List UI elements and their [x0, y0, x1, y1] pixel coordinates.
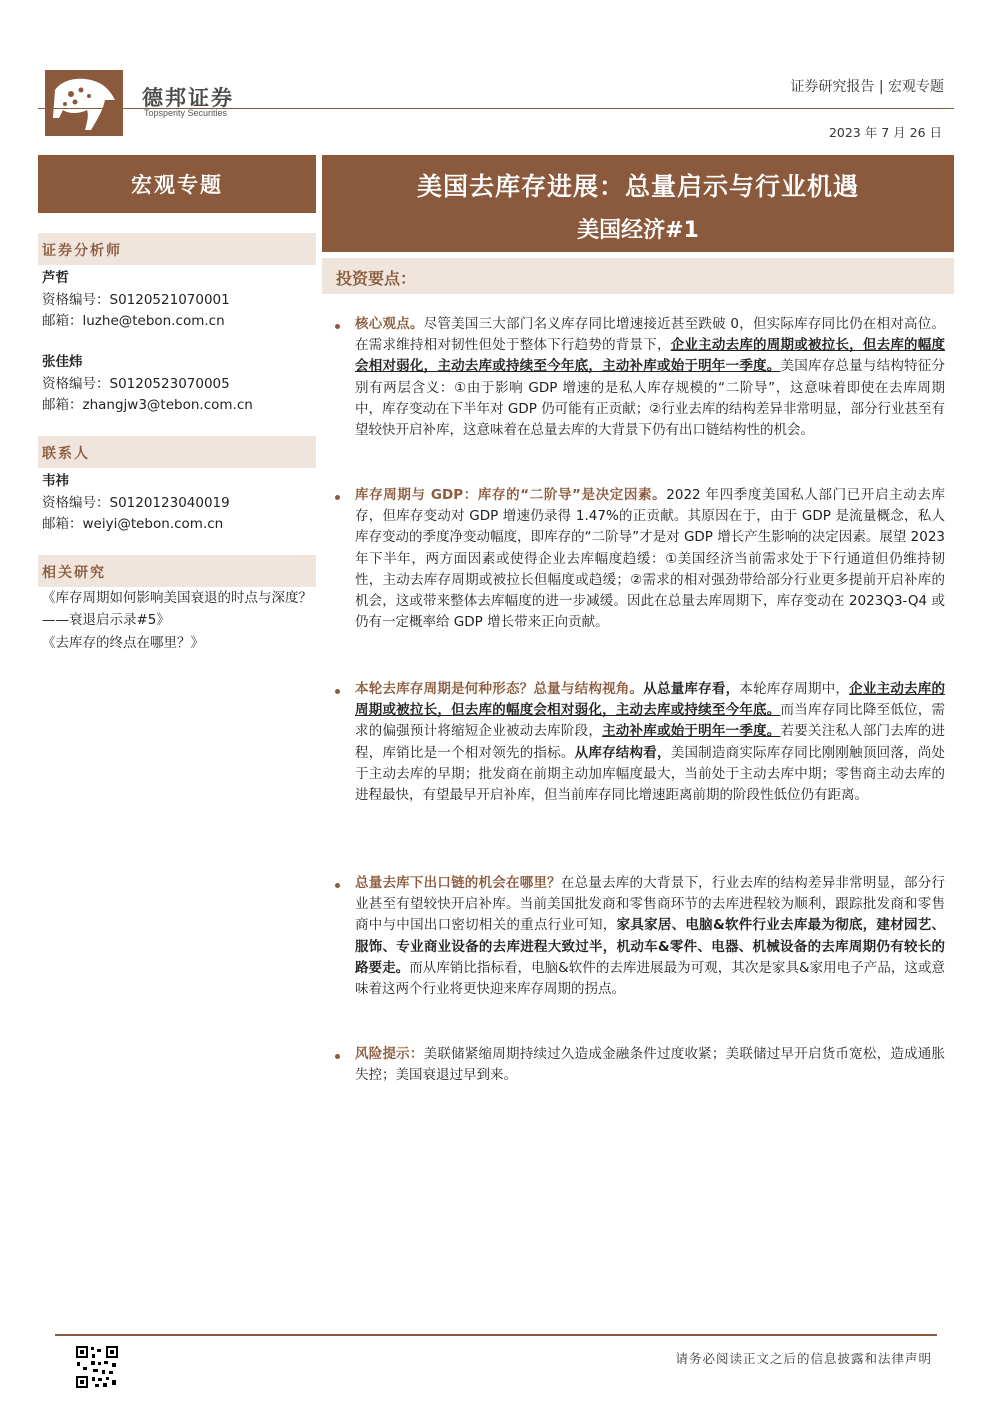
report-subtitle: 美国经济#1 [577, 218, 699, 243]
qr-code-icon [75, 1345, 119, 1389]
report-title: 美国去库存进展：总量启示与行业机遇 [416, 172, 859, 201]
disclaimer-notice: 请务必阅读正文之后的信息披露和法律声明 [675, 1351, 932, 1366]
analyst-name: 芦哲 [42, 270, 69, 286]
bullet-icon [335, 324, 340, 329]
contact-heading: 联系人 [38, 436, 316, 468]
analyst-email[interactable]: 邮箱：zhangjw3@tebon.com.cn [42, 397, 253, 413]
point-export-chain: 总量去库下出口链的机会在哪里？在总量去库的大背景下，行业去库的结构差异非常明显，部分行业甚至有望较快开启补库。当前美国批发商和零售商环节的去库进程较为顺利，跟踪批发商和零售商中与中国出口密切相关的重点行业可知，家具家居、电脑&软件行业去库最为彻底，建材园艺、服饰、专业商业设备的去库进程大致过半，机动车&零件、电器、机械设备的去库周期仍有较长的路要走。而从库销比指标看，电脑&软件的去库进展最为可观，其次是家具&家用电子产品，这或意味着这两个行业将更快迎来库存周期的拐点。 [355, 875, 946, 998]
point-inventory-gdp: 库存周期与 GDP：库存的“二阶导”是决定因素。2022 年四季度美国私人部门已开启主动去库存，但库存变动对 GDP 增速仍录得 1.47%的正贡献。其原因在于，由于 GDP 是流量概念，私人库存变动的季度净变动幅度，即库存的“二阶导”才是对 GDP 增长产生影响的决定因素。展望 2023 年下半年，两方面因素或使得企业去库幅度趋缓：①美国经济当前需求处于下行通道但仍维持韧性，主动去库存周期或被拉长但幅度或趋缓；②需求的相对强劲带给部分行业更多提前开启补库的机会，这或带来整体去库幅度的进一步减缓。因此在总量去库周期下，库存变动在 2023Q3-Q4 或仍有一定概率给 GDP 增长带来正向贡献。 [355, 487, 945, 631]
bullet-icon [335, 495, 340, 500]
related-research-item[interactable]: 《库存周期如何影响美国衰退的时点与深度？——衰退启示录#5》 [42, 590, 312, 628]
related-research-heading: 相关研究 [38, 555, 316, 587]
report-type: 证券研究报告 | 宏观专题 [790, 79, 944, 95]
analyst-name: 张佳炜 [42, 354, 83, 370]
point-core-view: 核心观点。尽管美国三大部门名义库存同比增速接近甚至跌破 0，但实际库存同比仍在相对高位。在需求维持相对韧性但处于整体下行趋势的背景下，企业主动去库的周期或被拉长，但去库的幅度会相对弱化，主动去库或持续至今年底，主动补库或始于明年一季度。美国库存总量与结构特征分别有两层含义：①由于影响 GDP 增速的是私人库存规模的“二阶导”，这意味着即使在去库周期中，库存变动在下半年对 GDP 仍可能有正贡献；②行业去库的结构差异非常明显，部分行业甚至有望较快开启补库，这意味着在总量去库的大背景下仍有出口链结构性的机会。 [355, 316, 946, 439]
analyst-id: 资格编号：S0120521070001 [42, 292, 230, 308]
title-band [322, 155, 954, 252]
bullet-icon [335, 883, 340, 888]
investment-points-heading: 投资要点： [322, 258, 954, 294]
contact-email[interactable]: 邮箱：weiyi@tebon.com.cn [42, 516, 224, 532]
company-logo [45, 70, 123, 136]
contact-id: 资格编号：S0120123040019 [42, 495, 230, 511]
analyst-email[interactable]: 邮箱：luzhe@tebon.com.cn [42, 313, 225, 329]
footer-divider [55, 1334, 937, 1336]
point-cycle-form: 本轮去库存周期是何种形态？总量与结构视角。从总量库存看，本轮库存周期中，企业主动去库的周期或被拉长，但去库的幅度会相对弱化，主动去库或持续至今年底。而当库存同比降至低位，需求的偏强预计将缩短企业被动去库阶段，主动补库或始于明年一季度。若要关注私人部门去库的进程，库销比是一个相对领先的指标。从库存结构看，美国制造商实际库存同比刚刚触顶回落，尚处于主动去库的早期；批发商在前期主动加库幅度最大，当前处于主动去库中期；零售商主动去库的进程最快，有望最早开启补库，但当前库存同比增速距离前期的阶段性低位仍有距离。 [355, 681, 946, 804]
related-research-item[interactable]: 《去库存的终点在哪里？》 [42, 635, 204, 651]
brand-name: 德邦证券 [142, 86, 234, 110]
report-date: 2023 年 7 月 26 日 [828, 125, 942, 140]
point-risk: 风险提示：美联储紧缩周期持续过久造成金融条件过度收紧；美联储过早开启货币宽松，造成通胀失控；美国衰退过早到来。 [355, 1046, 946, 1084]
category-label: 宏观专题 [131, 173, 223, 197]
analysts-heading: 证券分析师 [38, 233, 316, 265]
category-band [38, 155, 316, 213]
contact-name: 韦祎 [42, 473, 69, 489]
analyst-id: 资格编号：S0120523070005 [42, 376, 230, 392]
bullet-icon [335, 1054, 340, 1059]
brand-name-english: Topsperity Securities [144, 108, 228, 118]
bullet-icon [335, 689, 340, 694]
header-divider [38, 108, 954, 109]
